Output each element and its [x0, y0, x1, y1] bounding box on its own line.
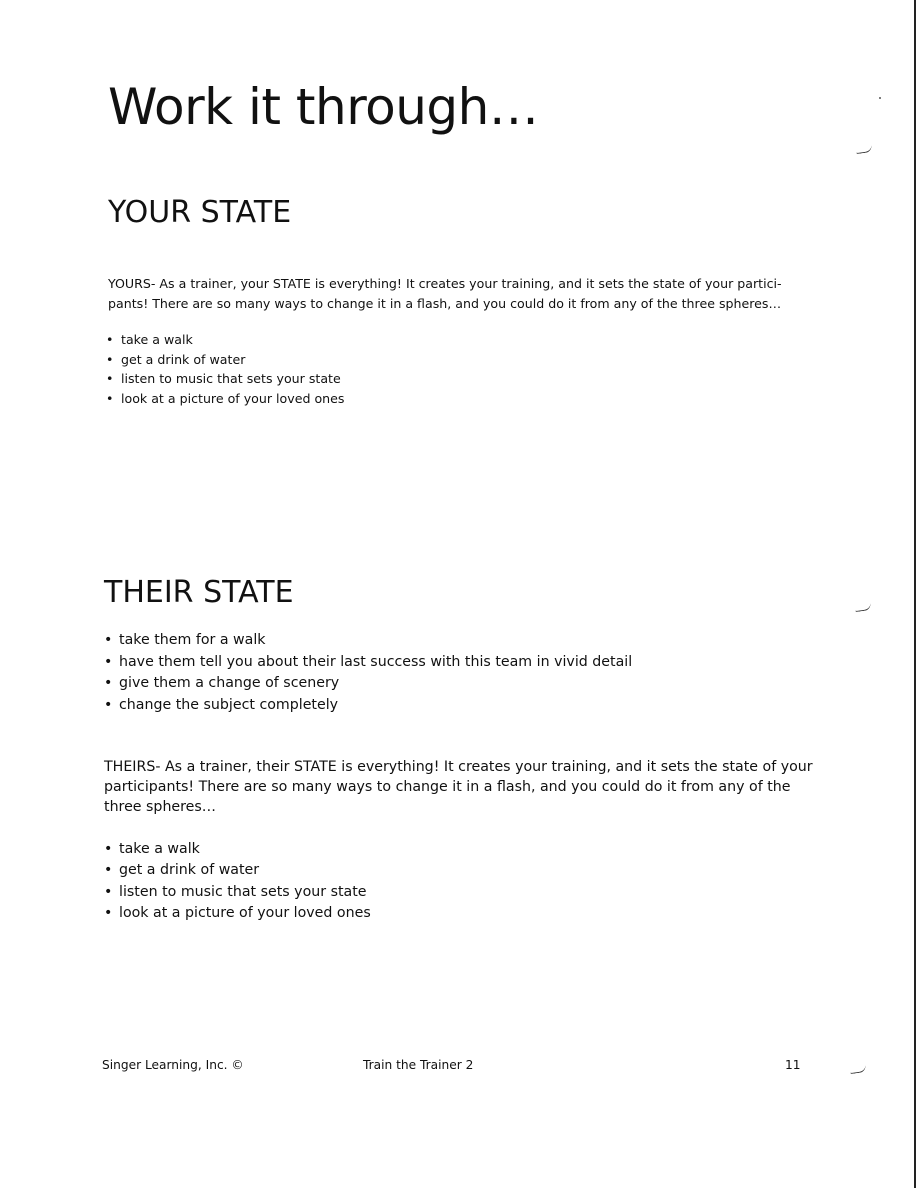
bullet-icon: •: [104, 696, 113, 713]
bullet-icon: •: [104, 904, 113, 921]
list-item: [106, 350, 344, 370]
scan-mark: [856, 145, 873, 154]
list-item-text: give them a change of scenery: [119, 675, 340, 691]
list-item: [104, 673, 632, 695]
theirs-paragraph: [104, 757, 824, 817]
list-item: [104, 652, 632, 674]
list-item-text: take a walk: [121, 332, 193, 347]
theirs-paragraph-line: three spheres…: [104, 799, 216, 815]
list-item: [104, 695, 632, 717]
bullet-icon: •: [104, 883, 113, 900]
list-item: [106, 389, 344, 409]
list-item-text: take a walk: [119, 841, 200, 857]
bullet-icon: •: [106, 332, 114, 347]
list-item-text: look at a picture of your loved ones: [121, 390, 345, 406]
theirs-bullet-list: [104, 839, 371, 924]
footer-course-title: Train the Trainer 2: [363, 1058, 474, 1072]
page-number: 11: [785, 1058, 801, 1072]
bullet-icon: •: [106, 390, 114, 406]
list-item: [104, 860, 371, 881]
yours-paragraph-line: YOURS- As a trainer, your STATE is everything! It creates your training, and it sets the state of your partici-: [108, 276, 782, 291]
yours-bullet-list: [106, 330, 344, 408]
list-item-text: have them tell you about their last success with this team in vivid detail: [119, 653, 633, 670]
list-item: [104, 839, 371, 860]
their-bullet-list: [104, 630, 632, 716]
page-title: Work it through…: [108, 78, 539, 136]
footer-company: Singer Learning, Inc. ©: [102, 1058, 244, 1072]
bullet-icon: •: [104, 841, 113, 857]
bullet-icon: •: [104, 862, 113, 879]
theirs-paragraph-line: participants! There are so many ways to change it in a flash, and you could do it from any of the: [104, 779, 791, 795]
yours-paragraph-line: pants! There are so many ways to change it in a flash, and you could do it from any of the three spheres…: [108, 296, 782, 311]
list-item: [106, 369, 344, 389]
list-item: [106, 330, 344, 350]
bullet-icon: •: [106, 371, 114, 386]
bullet-icon: •: [106, 351, 114, 367]
list-item: [104, 903, 371, 924]
list-item: [104, 882, 371, 903]
list-item-text: take them for a walk: [119, 632, 266, 648]
list-item-text: get a drink of water: [119, 862, 260, 879]
scan-mark: [850, 1065, 867, 1074]
list-item-text: change the subject completely: [119, 696, 339, 713]
page-edge: [914, 0, 916, 1188]
list-item-text: listen to music that sets your state: [119, 883, 367, 900]
list-item-text: listen to music that sets your state: [121, 371, 341, 386]
list-item-text: look at a picture of your loved ones: [119, 904, 371, 921]
scan-dot: [879, 97, 881, 99]
scan-mark: [855, 603, 872, 612]
theirs-paragraph-line: THEIRS- As a trainer, their STATE is everything! It creates your training, and it sets the state of your: [104, 759, 813, 775]
your-state-heading: YOUR STATE: [108, 195, 292, 230]
their-state-heading: THEIR STATE: [104, 575, 294, 610]
list-item-text: get a drink of water: [121, 351, 246, 367]
bullet-icon: •: [104, 653, 113, 670]
list-item: [104, 630, 632, 652]
bullet-icon: •: [104, 675, 113, 691]
bullet-icon: •: [104, 632, 113, 648]
yours-paragraph: [108, 274, 828, 314]
